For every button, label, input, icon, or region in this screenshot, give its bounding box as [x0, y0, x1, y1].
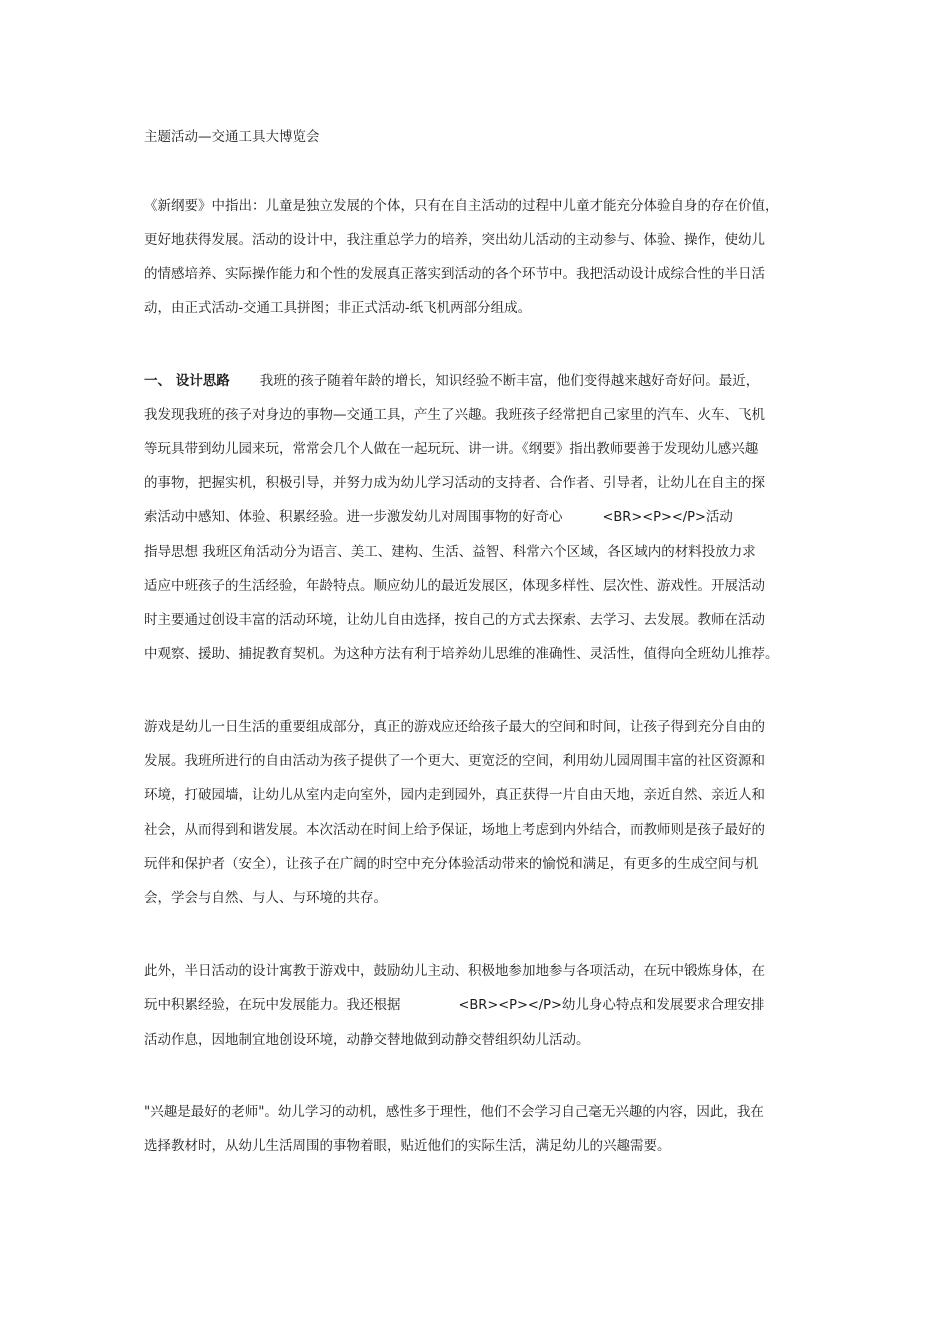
paragraph-line: 时主要通过创设丰富的活动环境，让幼儿自由选择，按自己的方式去探索、去学习、去发展。教师在活动 — [144, 612, 765, 628]
paragraph-line: 选择教材时，从幼儿生活周围的事物着眼，贴近他们的实际生活，满足幼儿的兴趣需要。 — [144, 1138, 671, 1154]
paragraph-text: 索活动中感知、体验、积累经验。进一步激发幼儿对周围事物的好奇心 — [144, 509, 563, 525]
paragraph-line: 游戏是幼儿一日生活的重要组成部分，真正的游戏应还给孩子最大的空间和时间，让孩子得到充分自由的 — [144, 719, 765, 735]
paragraph-text: 活动 — [705, 509, 733, 525]
section-heading: 一、 设计思路 — [144, 373, 230, 389]
paragraph-line: 发展。我班所进行的自由活动为孩子提供了一个更大、更宽泛的空间，利用幼儿园周围丰富的社区资源和 — [144, 753, 765, 769]
paragraph-text: 我班的孩子随着年龄的增长，知识经验不断丰富，他们变得越来越好奇好问。最近， — [259, 373, 760, 389]
paragraph-line: 《新纲要》中指出：儿童是独立发展的个体，只有在自主活动的过程中儿童才能充分体验自身的存在价值， — [144, 198, 779, 214]
paragraph-line — [144, 995, 764, 1016]
paragraph-line: "兴趣是最好的老师"。幼儿学习的动机，感性多于理性，他们不会学习自己毫无兴趣的内容，因此，我在 — [144, 1104, 764, 1120]
paragraph-line: 更好地获得发展。活动的设计中，我注重总学力的培养，突出幼儿活动的主动参与、体验、操作，使幼儿 — [144, 232, 765, 248]
html-tag-text: <BR><P></P> — [458, 998, 562, 1013]
paragraph-line: 社会，从而得到和谐发展。本次活动在时间上给予保证，场地上考虑到内外结合，而教师则是孩子最好的 — [144, 822, 765, 838]
paragraph-line: 中观察、援助、捕捉教育契机。为这种方法有利于培养幼儿思维的准确性、灵活性，值得向全班幼儿推荐。 — [144, 646, 779, 662]
paragraph-line: 等玩具带到幼儿园来玩，常常会几个人做在一起玩玩、讲一讲。《纲要》指出教师要善于发现幼儿感兴趣 — [144, 441, 759, 457]
paragraph-line: 环境，打破园墙，让幼儿从室内走向室外，园内走到园外，真正获得一片自由天地，亲近自然、亲近人和 — [144, 787, 765, 803]
html-tag-text: <BR><P></P> — [602, 510, 706, 525]
paragraph-line: 动，由正式活动-交通工具拼图；非正式活动-纸飞机两部分组成。 — [144, 300, 532, 316]
paragraph-text: 玩中积累经验，在玩中发展能力。我还根据 — [144, 997, 401, 1013]
paragraph-line: 指导思想 我班区角活动分为语言、美工、建构、生活、益智、科常六个区域，各区域内的材料投放力求 — [144, 544, 756, 560]
section-heading-line — [144, 371, 759, 391]
paragraph-line: 活动作息，因地制宜地创设环境，动静交替地做到动静交替组织幼儿活动。 — [144, 1032, 590, 1048]
paragraph-line — [144, 507, 733, 528]
paragraph-line: 适应中班孩子的生活经验，年龄特点。顺应幼儿的最近发展区，体现多样性、层次性、游戏性。开展活动 — [144, 578, 765, 594]
paragraph-line: 我发现我班的孩子对身边的事物—交通工具，产生了兴趣。我班孩子经常把自己家里的汽车、火车、飞机 — [144, 407, 765, 423]
paragraph-line: 会，学会与自然、与人、与环境的共存。 — [144, 890, 387, 906]
paragraph-line: 的事物，把握实机，积极引导，并努力成为幼儿学习活动的支持者、合作者、引导者，让幼儿在自主的探 — [144, 475, 765, 491]
paragraph-text: 幼儿身心特点和发展要求合理安排 — [561, 997, 765, 1013]
document-title: 主题活动—交通工具大博览会 — [144, 129, 320, 145]
paragraph-line: 的情感培养、实际操作能力和个性的发展真正落实到活动的各个环节中。我把活动设计成综合性的半日活 — [144, 266, 765, 282]
paragraph-line: 玩伴和保护者（安全），让孩子在广阔的时空中充分体验活动带来的愉悦和满足，有更多的生成空间与机 — [144, 856, 759, 872]
paragraph-line: 此外，半日活动的设计寓教于游戏中，鼓励幼儿主动、积极地参加地参与各项活动，在玩中锻炼身体，在 — [144, 963, 765, 979]
